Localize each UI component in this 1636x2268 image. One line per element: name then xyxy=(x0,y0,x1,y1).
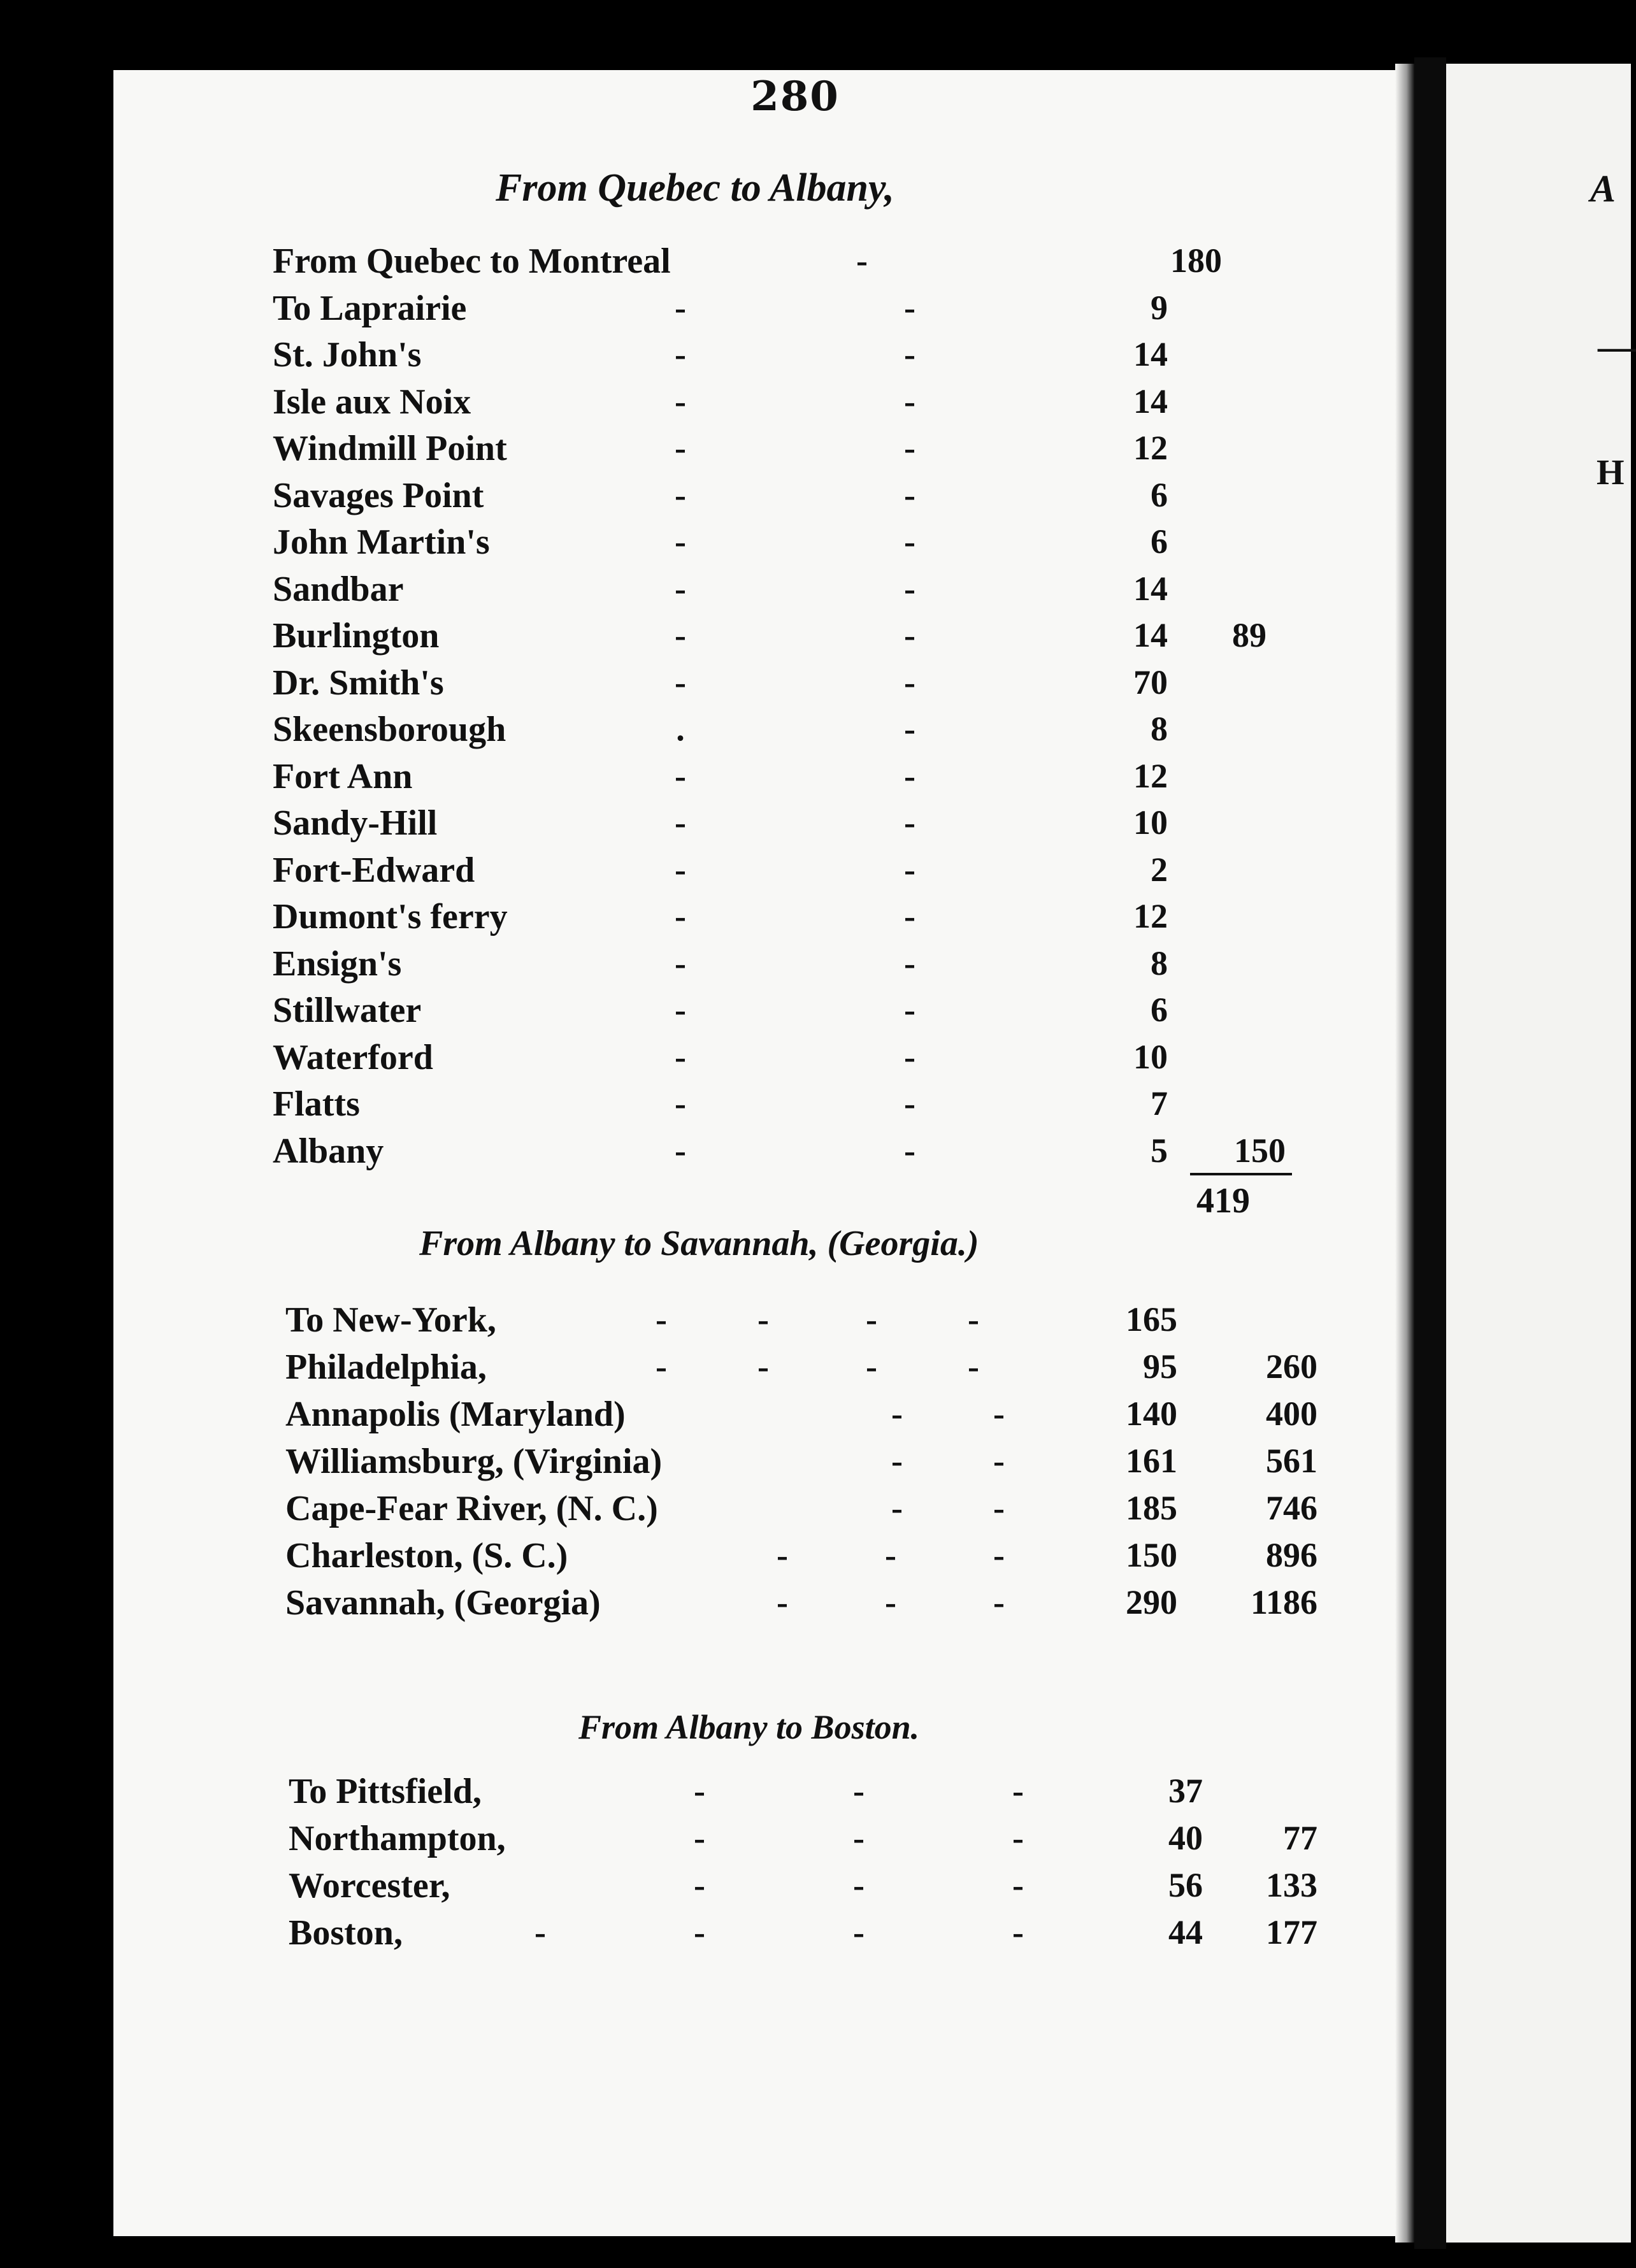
itinerary-row xyxy=(113,382,1407,427)
leader-dash: - xyxy=(904,616,915,654)
place-name: Ensign's xyxy=(273,944,402,984)
leader-dash: - xyxy=(694,1819,705,1857)
leader-dash: - xyxy=(993,1395,1005,1433)
miles-value: 70 xyxy=(1133,663,1168,701)
leader-dash: - xyxy=(993,1489,1005,1527)
leader-dash: - xyxy=(853,1819,865,1857)
leader-dash: - xyxy=(904,475,915,514)
miles-value: 14 xyxy=(1133,616,1168,654)
leader-dash: . xyxy=(676,710,685,748)
place-name: Williamsburg, (Virginia) xyxy=(285,1442,663,1481)
place-name: Albany xyxy=(273,1131,384,1171)
miles-value: 12 xyxy=(1133,756,1168,795)
leader-dash: - xyxy=(675,569,686,608)
itinerary-row xyxy=(113,944,1407,989)
leader-dash: - xyxy=(866,1347,877,1386)
running-total: 177 xyxy=(1266,1913,1317,1951)
place-name: Isle aux Noix xyxy=(273,382,471,422)
itinerary-row xyxy=(113,709,1407,755)
place-name: Philadelphia, xyxy=(285,1347,487,1387)
leader-dash: - xyxy=(885,1536,896,1574)
leader-dash: - xyxy=(856,241,868,280)
miles-value: 37 xyxy=(1168,1772,1203,1810)
leader-dash: - xyxy=(1012,1913,1024,1951)
miles-value: 290 xyxy=(1126,1583,1177,1621)
leader-dash: - xyxy=(885,1583,896,1621)
itinerary-row xyxy=(113,1818,1407,1864)
leader-dash: - xyxy=(675,616,686,654)
miles-value: 9 xyxy=(1151,288,1168,327)
leader-dash: - xyxy=(656,1300,667,1339)
itinerary-row xyxy=(113,1535,1407,1581)
place-name: Northampton, xyxy=(289,1819,506,1858)
grand-total: 419 xyxy=(1196,1181,1250,1221)
leader-dash: - xyxy=(675,1131,686,1170)
leader-dash: - xyxy=(904,663,915,701)
itinerary-row xyxy=(113,1771,1407,1817)
itinerary-row xyxy=(113,334,1407,380)
leader-dash: - xyxy=(904,335,915,373)
place-name: Windmill Point xyxy=(273,429,507,468)
leader-dash: - xyxy=(904,991,915,1029)
leader-dash: - xyxy=(757,1347,769,1386)
place-name: Waterford xyxy=(273,1037,433,1077)
leader-dash: - xyxy=(866,1300,877,1339)
place-name: To Laprairie xyxy=(273,288,467,328)
leader-dash: - xyxy=(904,850,915,889)
running-total: 260 xyxy=(1266,1347,1317,1386)
place-name: Savannah, (Georgia) xyxy=(285,1583,601,1623)
miles-value: 12 xyxy=(1133,897,1168,935)
leader-dash: - xyxy=(675,991,686,1029)
book-page xyxy=(113,70,1407,2236)
leader-dash: - xyxy=(904,710,915,748)
itinerary-row xyxy=(113,1394,1407,1440)
miles-value: 7 xyxy=(1151,1084,1168,1123)
place-name: John Martin's xyxy=(273,522,490,562)
itinerary-row xyxy=(113,990,1407,1036)
leader-dash: - xyxy=(1012,1819,1024,1857)
leader-dash: - xyxy=(675,944,686,982)
leader-dash: - xyxy=(993,1583,1005,1621)
miles-value: 14 xyxy=(1133,382,1168,420)
miles-value: 5 xyxy=(1151,1131,1168,1170)
leader-dash: - xyxy=(675,756,686,795)
miles-value: 150 xyxy=(1126,1536,1177,1574)
running-total: 561 xyxy=(1266,1442,1317,1480)
itinerary-row xyxy=(113,1131,1407,1177)
itinerary-row xyxy=(113,803,1407,849)
itinerary-row xyxy=(113,896,1407,942)
leader-dash: - xyxy=(968,1300,979,1339)
place-name: Annapolis (Maryland) xyxy=(285,1395,626,1434)
leader-dash: - xyxy=(904,944,915,982)
leader-dash: - xyxy=(891,1489,903,1527)
leader-dash: - xyxy=(757,1300,769,1339)
leader-dash: - xyxy=(777,1536,788,1574)
miles-value: 161 xyxy=(1126,1442,1177,1480)
section-title: From Albany to Savannah, (Georgia.) xyxy=(419,1224,979,1263)
leader-dash: - xyxy=(675,1084,686,1123)
miles-value: 6 xyxy=(1151,522,1168,561)
leader-dash: - xyxy=(777,1583,788,1621)
miles-value: 165 xyxy=(1126,1300,1177,1339)
place-name: Dumont's ferry xyxy=(273,897,508,937)
leader-dash: - xyxy=(904,1131,915,1170)
place-name: Charleston, (S. C.) xyxy=(285,1536,568,1575)
miles-value: 185 xyxy=(1126,1489,1177,1527)
leader-dash: - xyxy=(675,475,686,514)
leader-dash: - xyxy=(535,1913,546,1951)
itinerary-row xyxy=(113,850,1407,896)
running-total: 896 xyxy=(1266,1536,1317,1574)
leader-dash: - xyxy=(904,1037,915,1076)
miles-value: 56 xyxy=(1168,1866,1203,1904)
leader-dash: - xyxy=(675,429,686,467)
leader-dash: - xyxy=(891,1395,903,1433)
leader-dash: - xyxy=(1012,1866,1024,1904)
leader-dash: - xyxy=(853,1772,865,1810)
place-name: Burlington xyxy=(273,616,440,656)
place-name: From Quebec to Montreal xyxy=(273,241,671,281)
leader-dash: - xyxy=(853,1866,865,1904)
itinerary-row xyxy=(113,663,1407,708)
place-name: St. John's xyxy=(273,335,422,375)
leader-dash: - xyxy=(675,335,686,373)
itinerary-row xyxy=(113,1913,1407,1958)
leader-dash: - xyxy=(968,1347,979,1386)
place-name: To Pittsfield, xyxy=(289,1772,482,1811)
place-name: To New-York, xyxy=(285,1300,496,1340)
facing-page xyxy=(1446,64,1636,2243)
running-total: 150 xyxy=(1234,1131,1286,1170)
leader-dash: - xyxy=(694,1772,705,1810)
leader-dash: - xyxy=(675,522,686,561)
leader-dash: - xyxy=(853,1913,865,1951)
running-total: 77 xyxy=(1283,1819,1317,1857)
facing-letter-3: H xyxy=(1597,453,1625,492)
running-total: 180 xyxy=(1170,241,1222,280)
place-name: Dr. Smith's xyxy=(273,663,444,703)
leader-dash: - xyxy=(904,382,915,420)
miles-value: 10 xyxy=(1133,803,1168,842)
facing-letter-2: — xyxy=(1598,326,1636,368)
section-title: From Quebec to Albany, xyxy=(496,166,894,210)
miles-value: 14 xyxy=(1133,569,1168,608)
leader-dash: - xyxy=(904,429,915,467)
place-name: Flatts xyxy=(273,1084,360,1124)
miles-value: 95 xyxy=(1143,1347,1177,1386)
itinerary-row xyxy=(113,1441,1407,1487)
itinerary-row xyxy=(113,241,1407,287)
place-name: Savages Point xyxy=(273,475,484,515)
place-name: Cape-Fear River, (N. C.) xyxy=(285,1489,658,1528)
itinerary-row xyxy=(113,1084,1407,1130)
miles-value: 14 xyxy=(1133,335,1168,373)
place-name: Worcester, xyxy=(289,1866,450,1906)
running-total: 89 xyxy=(1232,616,1266,654)
sum-rule xyxy=(1190,1173,1292,1175)
miles-value: 12 xyxy=(1133,429,1168,467)
itinerary-row xyxy=(113,1488,1407,1534)
itinerary-row xyxy=(113,569,1407,615)
miles-value: 2 xyxy=(1151,850,1168,889)
leader-dash: - xyxy=(904,288,915,327)
page-number: 280 xyxy=(750,73,840,120)
facing-letter-1: A xyxy=(1590,168,1616,210)
place-name: Sandbar xyxy=(273,569,404,609)
place-name: Fort Ann xyxy=(273,756,413,796)
miles-value: 40 xyxy=(1168,1819,1203,1857)
leader-dash: - xyxy=(694,1866,705,1904)
leader-dash: - xyxy=(675,663,686,701)
miles-value: 6 xyxy=(1151,991,1168,1029)
leader-dash: - xyxy=(675,288,686,327)
leader-dash: - xyxy=(904,803,915,842)
miles-value: 6 xyxy=(1151,475,1168,514)
place-name: Skeensborough xyxy=(273,710,506,749)
miles-value: 10 xyxy=(1133,1037,1168,1076)
section-title: From Albany to Boston. xyxy=(578,1708,920,1746)
leader-dash: - xyxy=(675,803,686,842)
running-total: 133 xyxy=(1266,1866,1317,1904)
leader-dash: - xyxy=(1012,1772,1024,1810)
itinerary-row xyxy=(113,522,1407,568)
leader-dash: - xyxy=(694,1913,705,1951)
miles-value: 8 xyxy=(1151,944,1168,982)
leader-dash: - xyxy=(904,1084,915,1123)
place-name: Stillwater xyxy=(273,991,422,1030)
leader-dash: - xyxy=(656,1347,667,1386)
itinerary-row xyxy=(113,1583,1407,1628)
leader-dash: - xyxy=(675,897,686,935)
leader-dash: - xyxy=(904,756,915,795)
miles-value: 44 xyxy=(1168,1913,1203,1951)
place-name: Fort-Edward xyxy=(273,850,475,890)
running-total: 400 xyxy=(1266,1395,1317,1433)
leader-dash: - xyxy=(904,522,915,561)
leader-dash: - xyxy=(993,1442,1005,1480)
leader-dash: - xyxy=(675,1037,686,1076)
place-name: Sandy-Hill xyxy=(273,803,438,843)
itinerary-row xyxy=(113,428,1407,474)
place-name: Boston, xyxy=(289,1913,403,1953)
book-spine xyxy=(1414,57,1446,2249)
leader-dash: - xyxy=(993,1536,1005,1574)
leader-dash: - xyxy=(904,897,915,935)
running-total: 1186 xyxy=(1250,1583,1317,1621)
running-total: 746 xyxy=(1266,1489,1317,1527)
leader-dash: - xyxy=(891,1442,903,1480)
leader-dash: - xyxy=(675,850,686,889)
leader-dash: - xyxy=(675,382,686,420)
itinerary-row xyxy=(113,1347,1407,1393)
gutter-shadow xyxy=(1395,64,1414,2243)
itinerary-row xyxy=(113,475,1407,521)
itinerary-row xyxy=(113,615,1407,661)
itinerary-row xyxy=(113,288,1407,334)
itinerary-row xyxy=(113,1300,1407,1346)
itinerary-row xyxy=(113,756,1407,802)
itinerary-row xyxy=(113,1865,1407,1911)
itinerary-row xyxy=(113,1037,1407,1083)
miles-value: 140 xyxy=(1126,1395,1177,1433)
leader-dash: - xyxy=(904,569,915,608)
miles-value: 8 xyxy=(1151,710,1168,748)
